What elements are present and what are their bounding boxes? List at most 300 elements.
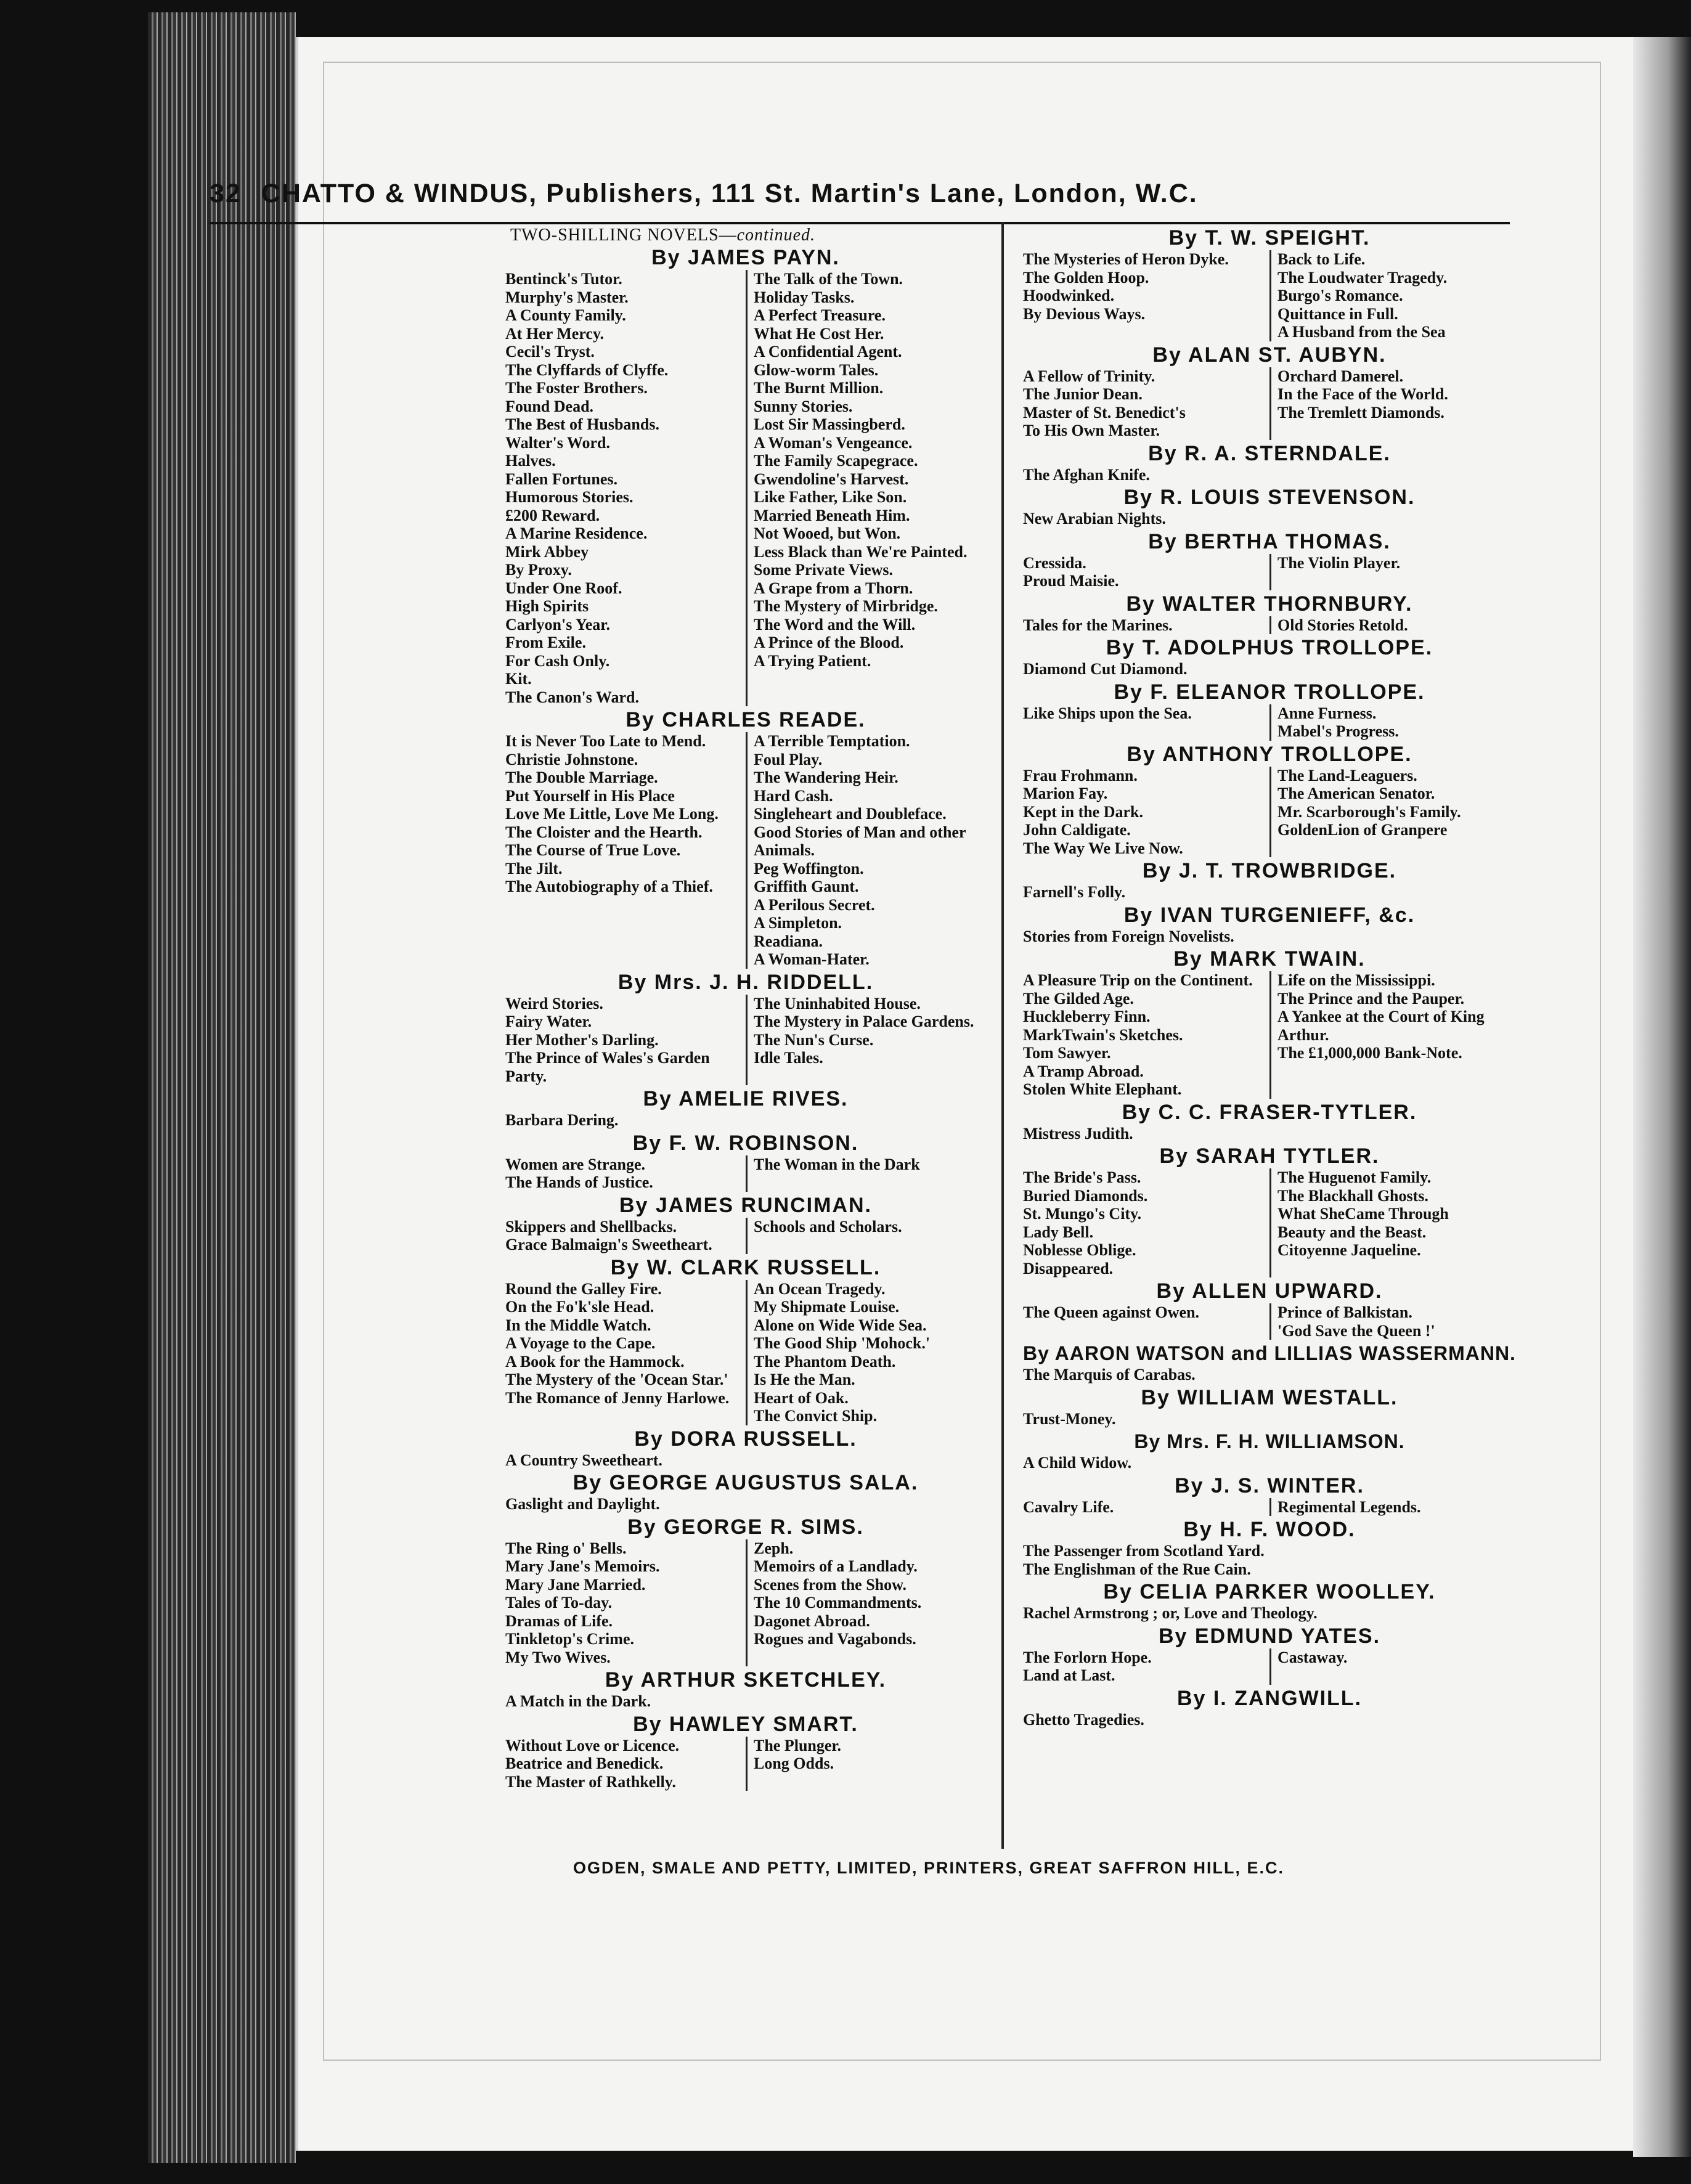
title-subcolumn xyxy=(1023,704,1269,741)
title-subcolumn xyxy=(746,1737,986,1791)
title-subcolumn xyxy=(1023,767,1269,858)
book-title: The 10 Commandments. xyxy=(754,1594,922,1612)
section-label: TWO-SHILLING NOVELS— xyxy=(510,226,737,245)
book-title: Marion Fay. xyxy=(1023,784,1108,802)
book-title: Tales for the Marines. xyxy=(1023,616,1173,634)
title-list xyxy=(1023,1542,1516,1578)
title-list xyxy=(505,1451,986,1470)
book-title: The Blackhall Ghosts. xyxy=(1277,1186,1428,1205)
book-title: A Woman-Hater. xyxy=(754,950,870,968)
title-subcolumn xyxy=(746,1218,986,1254)
book-title: My Two Wives. xyxy=(505,1648,611,1666)
book-title: Under One Roof. xyxy=(505,579,622,597)
book-title: A Trying Patient. xyxy=(754,651,871,670)
title-subcolumn xyxy=(505,732,746,969)
book-title: Bentinck's Tutor. xyxy=(505,270,622,288)
book-title: Tom Sawyer. xyxy=(1023,1044,1111,1062)
book-title: Kept in the Dark. xyxy=(1023,802,1143,821)
title-subcolumn xyxy=(1023,1410,1516,1428)
book-title: Barbara Dering. xyxy=(505,1111,619,1129)
book-title: My Shipmate Louise. xyxy=(754,1298,900,1316)
book-title: The Loudwater Tragedy. xyxy=(1277,268,1448,287)
author-heading: By H. F. WOOD. xyxy=(1183,1518,1356,1541)
book-title: Long Odds. xyxy=(754,1754,834,1772)
book-title: Beatrice and Benedick. xyxy=(505,1754,664,1772)
book-title: Stories from Foreign Novelists. xyxy=(1023,927,1234,945)
book-title: Griffith Gaunt. xyxy=(754,878,859,895)
title-list xyxy=(505,1111,986,1130)
book-page-edges xyxy=(148,12,296,2163)
book-title: Beauty and the Beast. xyxy=(1277,1223,1427,1241)
title-list xyxy=(1023,1303,1516,1340)
book-title: The Talk of the Town. xyxy=(754,270,903,288)
author-heading: By R. A. STERNDALE. xyxy=(1148,441,1391,465)
book-title: Carlyon's Year. xyxy=(505,615,610,634)
book-title: By Devious Ways. xyxy=(1023,304,1146,323)
book-title: Like Ships upon the Sea. xyxy=(1023,704,1192,722)
publisher-line: CHATTO & WINDUS, Publishers, 111 St. Martin's Lane, London, W.C. xyxy=(261,179,1198,208)
book-title: Citoyenne Jaqueline. xyxy=(1277,1241,1421,1259)
book-title: Cecil's Tryst. xyxy=(505,343,595,361)
book-title: The Mystery in Palace Gardens. xyxy=(754,1013,974,1030)
title-subcolumn xyxy=(1023,466,1516,484)
title-subcolumn xyxy=(505,995,746,1086)
section-label-continued: continued. xyxy=(736,226,816,245)
book-title: Fallen Fortunes. xyxy=(505,470,617,488)
book-title: The Bride's Pass. xyxy=(1023,1168,1141,1186)
book-title: The Double Marriage. xyxy=(505,768,658,786)
title-list xyxy=(1023,1168,1516,1277)
book-title: Diamond Cut Diamond. xyxy=(1023,660,1188,678)
book-title: Mirk Abbey xyxy=(505,542,589,561)
book-title: For Cash Only. xyxy=(505,651,610,670)
book-title: What SheCame Through xyxy=(1277,1205,1449,1223)
title-subcolumn xyxy=(1023,250,1269,341)
book-title: Put Yourself in His Place xyxy=(505,786,675,805)
book-title: The £1,000,000 Bank-Note. xyxy=(1277,1044,1462,1062)
title-list xyxy=(1023,767,1516,858)
book-title: The Burnt Million. xyxy=(754,379,884,397)
book-title: Cavalry Life. xyxy=(1023,1497,1114,1516)
book-title: 'God Save the Queen !' xyxy=(1277,1321,1435,1340)
book-title: Noblesse Oblige. xyxy=(1023,1241,1136,1259)
book-title: The Hands of Justice. xyxy=(505,1173,653,1191)
book-title: Schools and Scholars. xyxy=(754,1217,902,1236)
book-title: A Grape from a Thorn. xyxy=(754,579,913,597)
title-subcolumn xyxy=(1023,1303,1269,1340)
page-number: 32 xyxy=(210,179,242,208)
book-title: The Plunger. xyxy=(754,1736,842,1754)
book-title: The Good Ship 'Mohock.' xyxy=(754,1334,931,1352)
book-title: Mr. Scarborough's Family. xyxy=(1277,802,1461,821)
book-title: Holiday Tasks. xyxy=(754,288,855,306)
book-title: Master of St. Benedict's xyxy=(1023,403,1186,422)
title-subcolumn xyxy=(746,1280,986,1425)
title-subcolumn xyxy=(1269,704,1516,741)
book-title: Christie Johnstone. xyxy=(505,750,638,768)
book-title: Frau Frohmann. xyxy=(1023,766,1138,784)
title-list xyxy=(1023,1454,1516,1472)
author-heading: By J. T. TROWBRIDGE. xyxy=(1142,859,1397,882)
title-subcolumn xyxy=(505,1737,746,1791)
book-title: John Caldigate. xyxy=(1023,821,1131,839)
book-title: Kit. xyxy=(505,670,532,688)
book-title: The Violin Player. xyxy=(1277,553,1401,572)
book-title: Disappeared. xyxy=(1023,1259,1114,1277)
title-list xyxy=(505,732,986,969)
title-subcolumn xyxy=(505,1155,746,1192)
title-list xyxy=(505,1495,986,1514)
book-title: Lady Bell. xyxy=(1023,1223,1094,1241)
book-title: Mistress Judith. xyxy=(1023,1124,1133,1143)
book-title: Married Beneath Him. xyxy=(754,506,910,524)
book-title: Idle Tales. xyxy=(754,1049,823,1067)
book-title: Zeph. xyxy=(754,1539,794,1557)
title-list xyxy=(1023,1366,1516,1384)
book-title: Tinkletop's Crime. xyxy=(505,1630,634,1648)
book-title: Dagonet Abroad. xyxy=(754,1612,870,1630)
title-subcolumn xyxy=(1023,1604,1516,1623)
title-list xyxy=(505,1218,986,1254)
book-title: The Gilded Age. xyxy=(1023,989,1134,1008)
title-subcolumn xyxy=(505,1218,746,1254)
book-title: The Golden Hoop. xyxy=(1023,268,1149,287)
title-list xyxy=(505,1737,986,1791)
book-title: The Englishman of the Rue Cain. xyxy=(1023,1560,1251,1578)
book-title: Burgo's Romance. xyxy=(1277,287,1403,304)
book-title: The Canon's Ward. xyxy=(505,688,639,706)
column-divider xyxy=(1001,222,1004,1849)
book-title: A Child Widow. xyxy=(1023,1454,1132,1472)
book-title: Stolen White Elephant. xyxy=(1023,1080,1182,1098)
title-subcolumn xyxy=(1023,367,1269,440)
book-title: A Match in the Dark. xyxy=(505,1692,651,1710)
author-heading: By HAWLEY SMART. xyxy=(633,1712,858,1736)
title-subcolumn xyxy=(505,1451,986,1470)
title-subcolumn xyxy=(1269,1303,1516,1340)
book-title: Hard Cash. xyxy=(754,786,833,805)
book-title: Rachel Armstrong ; or, Love and Theology. xyxy=(1023,1604,1318,1622)
book-title: A Book for the Hammock. xyxy=(505,1352,685,1371)
book-title: Rogues and Vagabonds. xyxy=(754,1630,916,1648)
book-title: Regimental Legends. xyxy=(1277,1497,1421,1516)
right-column xyxy=(1023,226,1516,1730)
author-heading: By ARTHUR SKETCHLEY. xyxy=(605,1668,887,1692)
title-subcolumn xyxy=(1269,250,1516,341)
title-list xyxy=(1023,660,1516,678)
book-title: The Romance of Jenny Harlowe. xyxy=(505,1388,730,1407)
title-list xyxy=(1023,1125,1516,1143)
title-subcolumn xyxy=(505,1495,986,1514)
book-title: The Autobiography of a Thief. xyxy=(505,878,713,895)
book-title: The Nun's Curse. xyxy=(754,1030,874,1049)
book-title: A Perilous Secret. xyxy=(754,895,875,914)
book-title: Readiana. xyxy=(754,932,823,950)
book-title: Hoodwinked. xyxy=(1023,287,1115,304)
book-title: The Master of Rathkelly. xyxy=(505,1772,676,1791)
book-title: Not Wooed, but Won. xyxy=(754,524,901,542)
author-heading: By DORA RUSSELL. xyxy=(634,1427,857,1451)
author-heading: By IVAN TURGENIEFF, &c. xyxy=(1123,903,1416,927)
section-heading xyxy=(510,226,986,245)
book-title: The Prince of Wales's Garden Party. xyxy=(505,1049,710,1085)
book-title: The Afghan Knife. xyxy=(1023,465,1150,484)
book-title: Love Me Little, Love Me Long. xyxy=(505,805,719,823)
book-title: The Passenger from Scotland Yard. xyxy=(1023,1542,1265,1560)
book-title: The Word and the Will. xyxy=(754,615,916,634)
book-title: Weird Stories. xyxy=(505,994,603,1013)
title-list xyxy=(1023,367,1516,440)
book-title: Foul Play. xyxy=(754,750,823,768)
book-title: From Exile. xyxy=(505,634,586,651)
title-subcolumn xyxy=(505,1539,746,1667)
book-title: Mary Jane Married. xyxy=(505,1575,646,1594)
book-title: The Best of Husbands. xyxy=(505,415,659,433)
author-heading: By T. W. SPEIGHT. xyxy=(1168,226,1371,250)
book-title: Round the Galley Fire. xyxy=(505,1279,662,1298)
title-list xyxy=(505,1539,986,1667)
book-title: Skippers and Shellbacks. xyxy=(505,1217,677,1236)
book-title: Glow-worm Tales. xyxy=(754,361,879,379)
book-title: Anne Furness. xyxy=(1277,704,1377,722)
author-heading: By AMELIE RIVES. xyxy=(643,1087,849,1110)
book-title: Old Stories Retold. xyxy=(1277,616,1408,634)
title-subcolumn xyxy=(1269,554,1516,590)
title-list xyxy=(1023,1498,1516,1517)
author-heading: By BERTHA THOMAS. xyxy=(1148,529,1391,553)
book-title: It is Never Too Late to Mend. xyxy=(505,732,706,750)
title-list xyxy=(505,270,986,706)
book-title: A Marine Residence. xyxy=(505,524,648,542)
book-title: The Mystery of the 'Ocean Star.' xyxy=(505,1371,728,1388)
book-title: Women are Strange. xyxy=(505,1155,645,1173)
book-title: A Voyage to the Cape. xyxy=(505,1334,656,1352)
author-heading: By F. W. ROBINSON. xyxy=(632,1131,859,1155)
title-subcolumn xyxy=(1023,927,1516,946)
title-subcolumn xyxy=(746,270,986,706)
author-heading: By JAMES RUNCIMAN. xyxy=(619,1193,873,1217)
title-list xyxy=(505,1692,986,1711)
title-list xyxy=(1023,1711,1516,1729)
next-page-edge xyxy=(1633,37,1691,2157)
book-title: The Tremlett Diamonds. xyxy=(1277,403,1444,422)
title-list xyxy=(1023,250,1516,341)
book-title: A Fellow of Trinity. xyxy=(1023,367,1155,385)
book-title: Fairy Water. xyxy=(505,1013,592,1030)
book-title: The Land-Leaguers. xyxy=(1277,766,1417,784)
book-title: Orchard Damerel. xyxy=(1277,367,1404,385)
book-title: St. Mungo's City. xyxy=(1023,1205,1142,1223)
book-title: A Prince of the Blood. xyxy=(754,634,904,651)
book-title: The Clyffards of Clyffe. xyxy=(505,361,669,379)
book-title: Trust-Money. xyxy=(1023,1409,1116,1428)
book-title: Singleheart and Doubleface. xyxy=(754,805,947,823)
title-subcolumn xyxy=(1023,1542,1516,1578)
book-title: Walter's Word. xyxy=(505,433,610,452)
book-title: The Prince and the Pauper. xyxy=(1277,989,1465,1008)
book-title: A Terrible Temptation. xyxy=(754,732,910,750)
book-title: The Convict Ship. xyxy=(754,1407,878,1425)
book-title: The Mysteries of Heron Dyke. xyxy=(1023,250,1229,268)
title-subcolumn xyxy=(746,1539,986,1667)
book-title: At Her Mercy. xyxy=(505,324,605,343)
title-list xyxy=(1023,1648,1516,1685)
title-list xyxy=(1023,704,1516,741)
title-list xyxy=(505,1155,986,1192)
book-title: Less Black than We're Painted. xyxy=(754,542,968,561)
book-title: Sunny Stories. xyxy=(754,397,853,415)
book-title: A Country Sweetheart. xyxy=(505,1451,662,1469)
author-heading: By T. ADOLPHUS TROLLOPE. xyxy=(1106,636,1433,659)
title-subcolumn xyxy=(1023,971,1269,1099)
book-title: Life on the Mississippi. xyxy=(1277,971,1435,989)
book-title: A Simpleton. xyxy=(754,914,842,932)
printer-footer: OGDEN, SMALE AND PETTY, LIMITED, PRINTERS, GREAT SAFFRON HILL, E.C. xyxy=(573,1859,1285,1877)
title-list xyxy=(1023,927,1516,946)
title-subcolumn xyxy=(1023,1711,1516,1729)
book-title: Cressida. xyxy=(1023,553,1086,572)
author-heading: By Mrs. F. H. WILLIAMSON. xyxy=(1134,1430,1405,1453)
book-title: The Wandering Heir. xyxy=(754,768,898,786)
title-list xyxy=(505,995,986,1086)
author-heading: By SARAH TYTLER. xyxy=(1159,1144,1380,1168)
book-title: The Junior Dean. xyxy=(1023,385,1143,403)
title-subcolumn xyxy=(1269,616,1516,635)
title-subcolumn xyxy=(505,270,746,706)
book-title: Without Love or Licence. xyxy=(505,1736,680,1754)
author-heading: By ANTHONY TROLLOPE. xyxy=(1127,742,1412,766)
book-title: A County Family. xyxy=(505,306,626,324)
author-heading: By AARON WATSON and LILLIAS WASSERMANN. xyxy=(1023,1342,1516,1364)
title-subcolumn xyxy=(1023,1498,1269,1517)
title-list xyxy=(1023,554,1516,590)
author-heading: By J. S. WINTER. xyxy=(1175,1473,1364,1497)
title-subcolumn xyxy=(1023,510,1516,528)
author-heading: By MARK TWAIN. xyxy=(1173,947,1366,971)
book-title: A Woman's Vengeance. xyxy=(754,433,913,452)
title-subcolumn xyxy=(1269,1648,1516,1685)
author-heading: By GEORGE AUGUSTUS SALA. xyxy=(572,1471,919,1494)
title-subcolumn xyxy=(1023,554,1269,590)
book-title: On the Fo'k'sle Head. xyxy=(505,1298,654,1316)
book-title: New Arabian Nights. xyxy=(1023,510,1166,528)
title-subcolumn xyxy=(505,1692,986,1711)
book-title: The Jilt. xyxy=(505,859,563,878)
book-title: Scenes from the Show. xyxy=(754,1575,907,1594)
book-title: Grace Balmaign's Sweetheart. xyxy=(505,1236,712,1253)
book-title: Dramas of Life. xyxy=(505,1612,613,1630)
book-title: The Ring o' Bells. xyxy=(505,1539,627,1557)
book-title: The Cloister and the Hearth. xyxy=(505,823,703,841)
left-column xyxy=(505,226,986,1792)
author-heading: By WALTER THORNBURY. xyxy=(1126,592,1413,616)
book-title: A Yankee at the Court of King Arthur. xyxy=(1277,1008,1485,1044)
book-title: The Way We Live Now. xyxy=(1023,839,1183,857)
book-title: Mabel's Progress. xyxy=(1277,722,1399,740)
book-title: Ghetto Tragedies. xyxy=(1023,1710,1144,1729)
title-subcolumn xyxy=(1269,1498,1516,1517)
book-title: Good Stories of Man and other Animals. xyxy=(754,823,966,859)
author-heading: By ALAN ST. AUBYN. xyxy=(1152,343,1387,367)
book-title: Back to Life. xyxy=(1277,250,1366,268)
book-title: Some Private Views. xyxy=(754,561,894,579)
book-title: Huckleberry Finn. xyxy=(1023,1008,1151,1025)
title-list xyxy=(1023,971,1516,1099)
book-title: Humorous Stories. xyxy=(505,488,634,506)
title-subcolumn xyxy=(1023,1125,1516,1143)
title-subcolumn xyxy=(1023,1648,1269,1685)
book-title: The Family Scapegrace. xyxy=(754,452,918,470)
book-title: Tales of To-day. xyxy=(505,1594,613,1612)
book-title: Peg Woffington. xyxy=(754,859,864,878)
title-list xyxy=(1023,466,1516,484)
author-heading: By EDMUND YATES. xyxy=(1158,1624,1381,1648)
book-title: £200 Reward. xyxy=(505,506,600,524)
book-title: What He Cost Her. xyxy=(754,324,884,343)
author-heading: By C. C. FRASER-TYTLER. xyxy=(1122,1100,1417,1124)
book-title: The Course of True Love. xyxy=(505,841,681,859)
book-title: In the Face of the World. xyxy=(1277,385,1448,403)
book-title: Mary Jane's Memoirs. xyxy=(505,1557,660,1575)
book-title: Heart of Oak. xyxy=(754,1388,849,1407)
title-subcolumn xyxy=(1023,616,1269,635)
author-heading: By JAMES PAYN. xyxy=(651,246,840,269)
title-subcolumn xyxy=(1023,1168,1269,1277)
author-heading: By CELIA PARKER WOOLLEY. xyxy=(1103,1580,1436,1603)
book-title: A Husband from the Sea xyxy=(1277,323,1446,341)
book-title: Is He the Man. xyxy=(754,1371,855,1388)
book-title: Quittance in Full. xyxy=(1277,304,1398,323)
book-title: Castaway. xyxy=(1277,1648,1348,1666)
author-heading: By F. ELEANOR TROLLOPE. xyxy=(1114,680,1425,704)
book-title: The Phantom Death. xyxy=(754,1352,896,1371)
book-title: Alone on Wide Wide Sea. xyxy=(754,1316,927,1334)
title-list xyxy=(1023,1410,1516,1428)
title-list xyxy=(505,1280,986,1425)
book-title: A Pleasure Trip on the Continent. xyxy=(1023,971,1253,989)
title-subcolumn xyxy=(1023,1366,1516,1384)
title-subcolumn xyxy=(746,1155,986,1192)
book-title: Gwendoline's Harvest. xyxy=(754,470,909,488)
title-subcolumn xyxy=(1023,883,1516,902)
title-subcolumn xyxy=(1269,767,1516,858)
author-heading: By I. ZANGWILL. xyxy=(1176,1686,1363,1710)
book-title: In the Middle Watch. xyxy=(505,1316,651,1334)
author-heading: By R. LOUIS STEVENSON. xyxy=(1123,486,1416,509)
author-heading: By WILLIAM WESTALL. xyxy=(1141,1385,1398,1409)
book-title: To His Own Master. xyxy=(1023,422,1160,439)
title-subcolumn xyxy=(505,1111,986,1130)
book-title: The Marquis of Carabas. xyxy=(1023,1366,1196,1383)
author-heading: By GEORGE R. SIMS. xyxy=(627,1515,864,1539)
author-heading: By CHARLES READE. xyxy=(625,708,866,731)
book-title: A Tramp Abroad. xyxy=(1023,1062,1144,1080)
book-title: Prince of Balkistan. xyxy=(1277,1303,1412,1321)
book-title: The Forlorn Hope. xyxy=(1023,1648,1152,1666)
book-title: By Proxy. xyxy=(505,561,572,579)
book-title: Farnell's Folly. xyxy=(1023,883,1126,901)
title-subcolumn xyxy=(746,995,986,1086)
book-title: Her Mother's Darling. xyxy=(505,1030,659,1049)
book-title: Murphy's Master. xyxy=(505,288,629,306)
book-title: Lost Sir Massingberd. xyxy=(754,415,905,433)
title-list xyxy=(1023,616,1516,635)
title-list xyxy=(1023,510,1516,528)
book-title: A Perfect Treasure. xyxy=(754,306,886,324)
book-title: Memoirs of a Landlady. xyxy=(754,1557,918,1575)
author-heading: By W. CLARK RUSSELL. xyxy=(610,1255,881,1279)
title-subcolumn xyxy=(1269,367,1516,440)
